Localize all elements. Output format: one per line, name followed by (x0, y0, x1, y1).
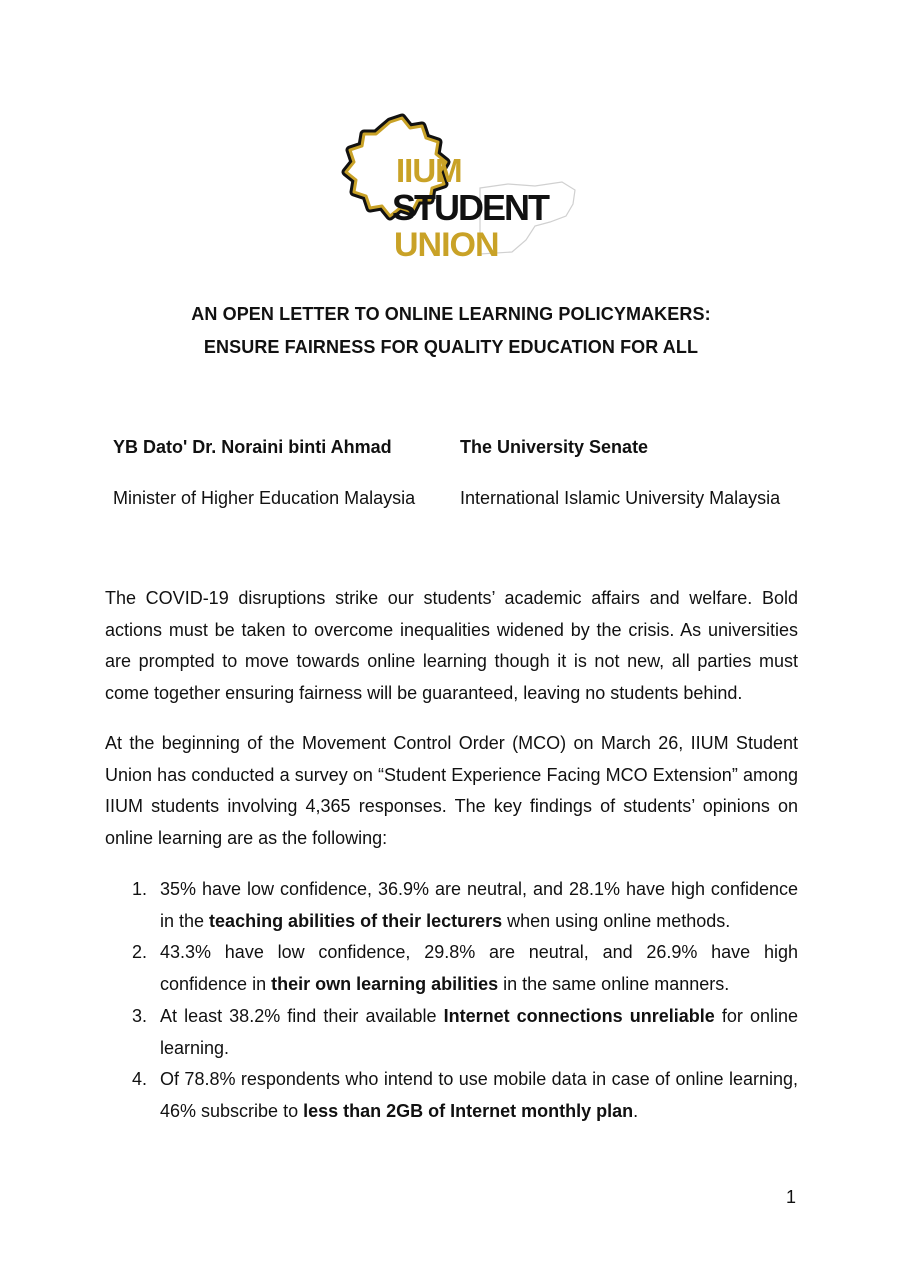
finding-bold-text: teaching abilities of their lecturers (209, 910, 503, 931)
survey-paragraph: At the beginning of the Movement Control Order (MCO) on March 26, IIUM Student Union has conducted a survey on “Student Experience Facing MCO Extension” among IIUM students involving 4,365 responses. The key findings of students’ opinions on online learning are as the following: (105, 733, 798, 849)
logo-graphic (330, 112, 580, 262)
addressee-2-name: The University Senate (460, 437, 649, 457)
finding-text: Of 78.8% respondents who intend to use mobile data in case of online learning, 46% subscribe to (160, 1069, 798, 1121)
addressee-1-name: YB Dato' Dr. Noraini binti Ahmad (113, 437, 392, 457)
finding-bold-text: Internet connections unreliable (443, 1005, 715, 1026)
finding-text-end: when using online methods. (502, 910, 731, 931)
finding-text: 43.3% have low confidence, 29.8% are neutral, and 26.9% have high confidence in (160, 942, 798, 995)
logo-text-union: UNION (394, 226, 499, 262)
finding-item (105, 1064, 798, 1127)
logo-text-student: STUDENT (392, 187, 548, 228)
finding-text-end: for online learning. (160, 1005, 798, 1058)
finding-number: 1. (132, 879, 148, 899)
finding-bold-text: less than 2GB of Internet monthly plan (303, 1100, 634, 1121)
finding-item (105, 874, 798, 937)
letter-title-line-2: ENSURE FAIRNESS FOR QUALITY EDUCATION FOR ALL (203, 337, 699, 357)
finding-item (105, 937, 798, 1000)
iium-student-union-logo (330, 112, 580, 262)
letter-title-line-1: AN OPEN LETTER TO ONLINE LEARNING POLICYMAKERS: (191, 304, 711, 324)
findings-list (105, 874, 798, 1128)
finding-number: 2. (132, 942, 148, 963)
finding-text: At least 38.2% find their available (160, 1005, 444, 1026)
addressee-1-position: Minister of Higher Education Malaysia (113, 488, 416, 508)
finding-text-end: in the same online manners. (498, 974, 730, 995)
finding-item (105, 1001, 798, 1064)
page-number: 1 (786, 1187, 797, 1207)
finding-number: 3. (132, 1005, 148, 1026)
logo-text-iium: IIUM (396, 152, 462, 189)
intro-paragraph: The COVID-19 disruptions strike our students’ academic affairs and welfare. Bold actions must be taken to overcome inequalities widened by the crisis. As universities are prompted to move towards online learning though it is not new, all parties must come together ensuring fairness will be guaranteed, leaving no students behind. (105, 588, 798, 704)
finding-text: 35% have low confidence, 36.9% are neutral, and 28.1% have high confidence in the (160, 879, 798, 931)
finding-text-end: . (633, 1100, 639, 1121)
finding-number: 4. (132, 1069, 148, 1090)
finding-bold-text: their own learning abilities (271, 974, 499, 995)
addressee-2-position: International Islamic University Malaysia (460, 488, 781, 508)
